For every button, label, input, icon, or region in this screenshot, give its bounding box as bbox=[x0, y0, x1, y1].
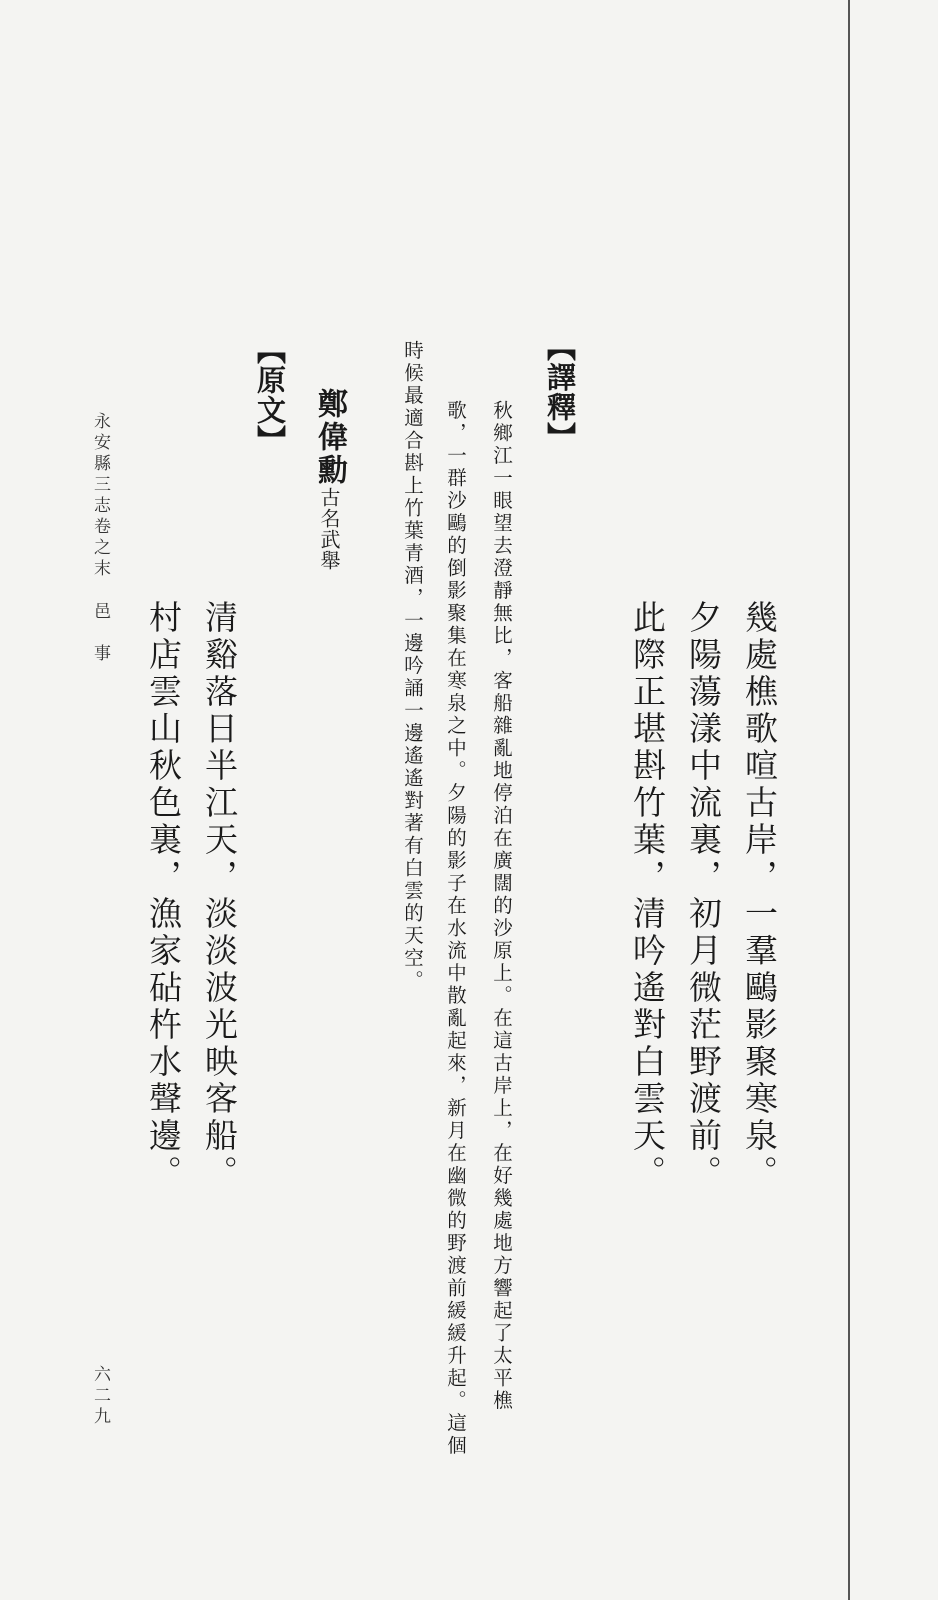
translation-line-2: 歌，一群沙鷗的倒影聚集在寒泉之中。夕陽的影子在水流中散亂起來，新月在幽微的野渡前緩緩升起。這個 bbox=[444, 400, 467, 1458]
author-name: 鄭偉勳 bbox=[312, 388, 347, 487]
page-edge-line bbox=[848, 0, 850, 1600]
page-number: 六二九 bbox=[90, 1365, 110, 1428]
poem1-line-3: 此際正堪斟竹葉，清吟遙對白雲天。 bbox=[628, 600, 667, 1192]
poem2-line-1: 清谿落日半江天，淡淡波光映客船。 bbox=[200, 600, 239, 1192]
translation-line-3: 時候最適合斟上竹葉青酒，一邊吟誦一邊遙遙對著有白雲的天空。 bbox=[401, 340, 424, 993]
poem2-line-2: 村店雲山秋色裏，漁家砧杵水聲邊。 bbox=[144, 600, 183, 1192]
poem1-line-1: 幾處樵歌喧古岸，一羣鷗影聚寒泉。 bbox=[740, 600, 779, 1192]
running-head bbox=[88, 412, 113, 665]
poem1-line-2: 夕陽蕩漾中流裏，初月微茫野渡前。 bbox=[684, 600, 723, 1192]
running-head-section: 邑 事 bbox=[90, 602, 110, 665]
author-note: 古名武舉 bbox=[317, 487, 341, 571]
translation-heading: 【譯釋】 bbox=[543, 332, 577, 452]
running-head-title: 永安縣三志卷之末 bbox=[90, 412, 110, 580]
translation-line-1: 秋鄉江一眼望去澄靜無比，客船雜亂地停泊在廣闊的沙原上。在這古岸上，在好幾處地方響起了太平樵 bbox=[490, 400, 513, 1413]
author-block bbox=[307, 388, 351, 571]
original-heading: 【原文】 bbox=[253, 335, 287, 455]
